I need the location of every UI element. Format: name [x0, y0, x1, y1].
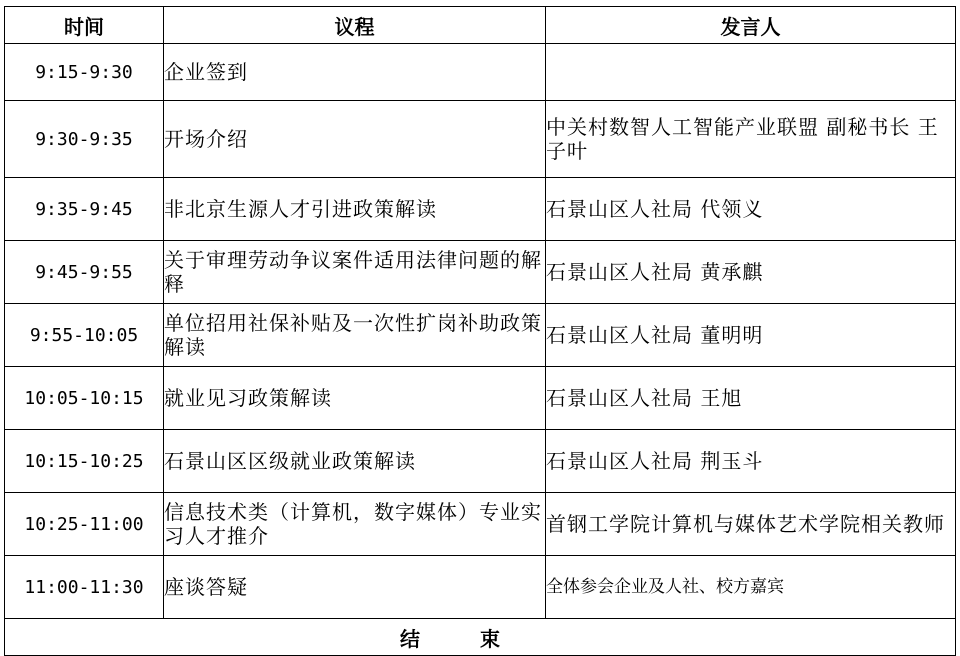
table-row — [5, 556, 956, 619]
time-cell: 9:15-9:30 — [5, 44, 164, 101]
speaker-cell: 石景山区人社局 代领义 — [546, 178, 956, 241]
agenda-cell: 关于审理劳动争议案件适用法律问题的解释 — [164, 241, 546, 304]
time-cell: 10:05-10:15 — [5, 367, 164, 430]
footer-row — [5, 619, 956, 656]
table-row — [5, 304, 956, 367]
agenda-cell: 石景山区区级就业政策解读 — [164, 430, 546, 493]
table-row — [5, 430, 956, 493]
agenda-cell: 就业见习政策解读 — [164, 367, 546, 430]
table-row — [5, 44, 956, 101]
header-agenda: 议程 — [164, 7, 546, 44]
speaker-cell: 石景山区人社局 荆玉斗 — [546, 430, 956, 493]
speaker-cell: 中关村数智人工智能产业联盟 副秘书长 王子叶 — [546, 101, 956, 178]
speaker-cell: 石景山区人社局 董明明 — [546, 304, 956, 367]
agenda-cell: 单位招用社保补贴及一次性扩岗补助政策解读 — [164, 304, 546, 367]
table-row — [5, 178, 956, 241]
time-cell: 10:25-11:00 — [5, 493, 164, 556]
speaker-cell: 石景山区人社局 黄承麒 — [546, 241, 956, 304]
agenda-table — [4, 6, 956, 656]
header-row — [5, 7, 956, 44]
speaker-cell: 首钢工学院计算机与媒体艺术学院相关教师 — [546, 493, 956, 556]
time-cell: 11:00-11:30 — [5, 556, 164, 619]
table-row — [5, 101, 956, 178]
time-cell: 9:35-9:45 — [5, 178, 164, 241]
agenda-cell: 非北京生源人才引进政策解读 — [164, 178, 546, 241]
time-cell: 9:45-9:55 — [5, 241, 164, 304]
agenda-cell: 信息技术类（计算机，数字媒体）专业实习人才推介 — [164, 493, 546, 556]
speaker-cell: 全体参会企业及人社、校方嘉宾 — [546, 556, 956, 619]
header-speaker: 发言人 — [546, 7, 956, 44]
agenda-cell: 企业签到 — [164, 44, 546, 101]
agenda-cell: 开场介绍 — [164, 101, 546, 178]
time-cell: 10:15-10:25 — [5, 430, 164, 493]
speaker-cell: 石景山区人社局 王旭 — [546, 367, 956, 430]
header-time: 时间 — [5, 7, 164, 44]
table-row — [5, 241, 956, 304]
time-cell: 9:30-9:35 — [5, 101, 164, 178]
end-label: 结束 — [5, 619, 956, 656]
table-row — [5, 367, 956, 430]
agenda-cell: 座谈答疑 — [164, 556, 546, 619]
time-cell: 9:55-10:05 — [5, 304, 164, 367]
speaker-cell — [546, 44, 956, 101]
table-row — [5, 493, 956, 556]
